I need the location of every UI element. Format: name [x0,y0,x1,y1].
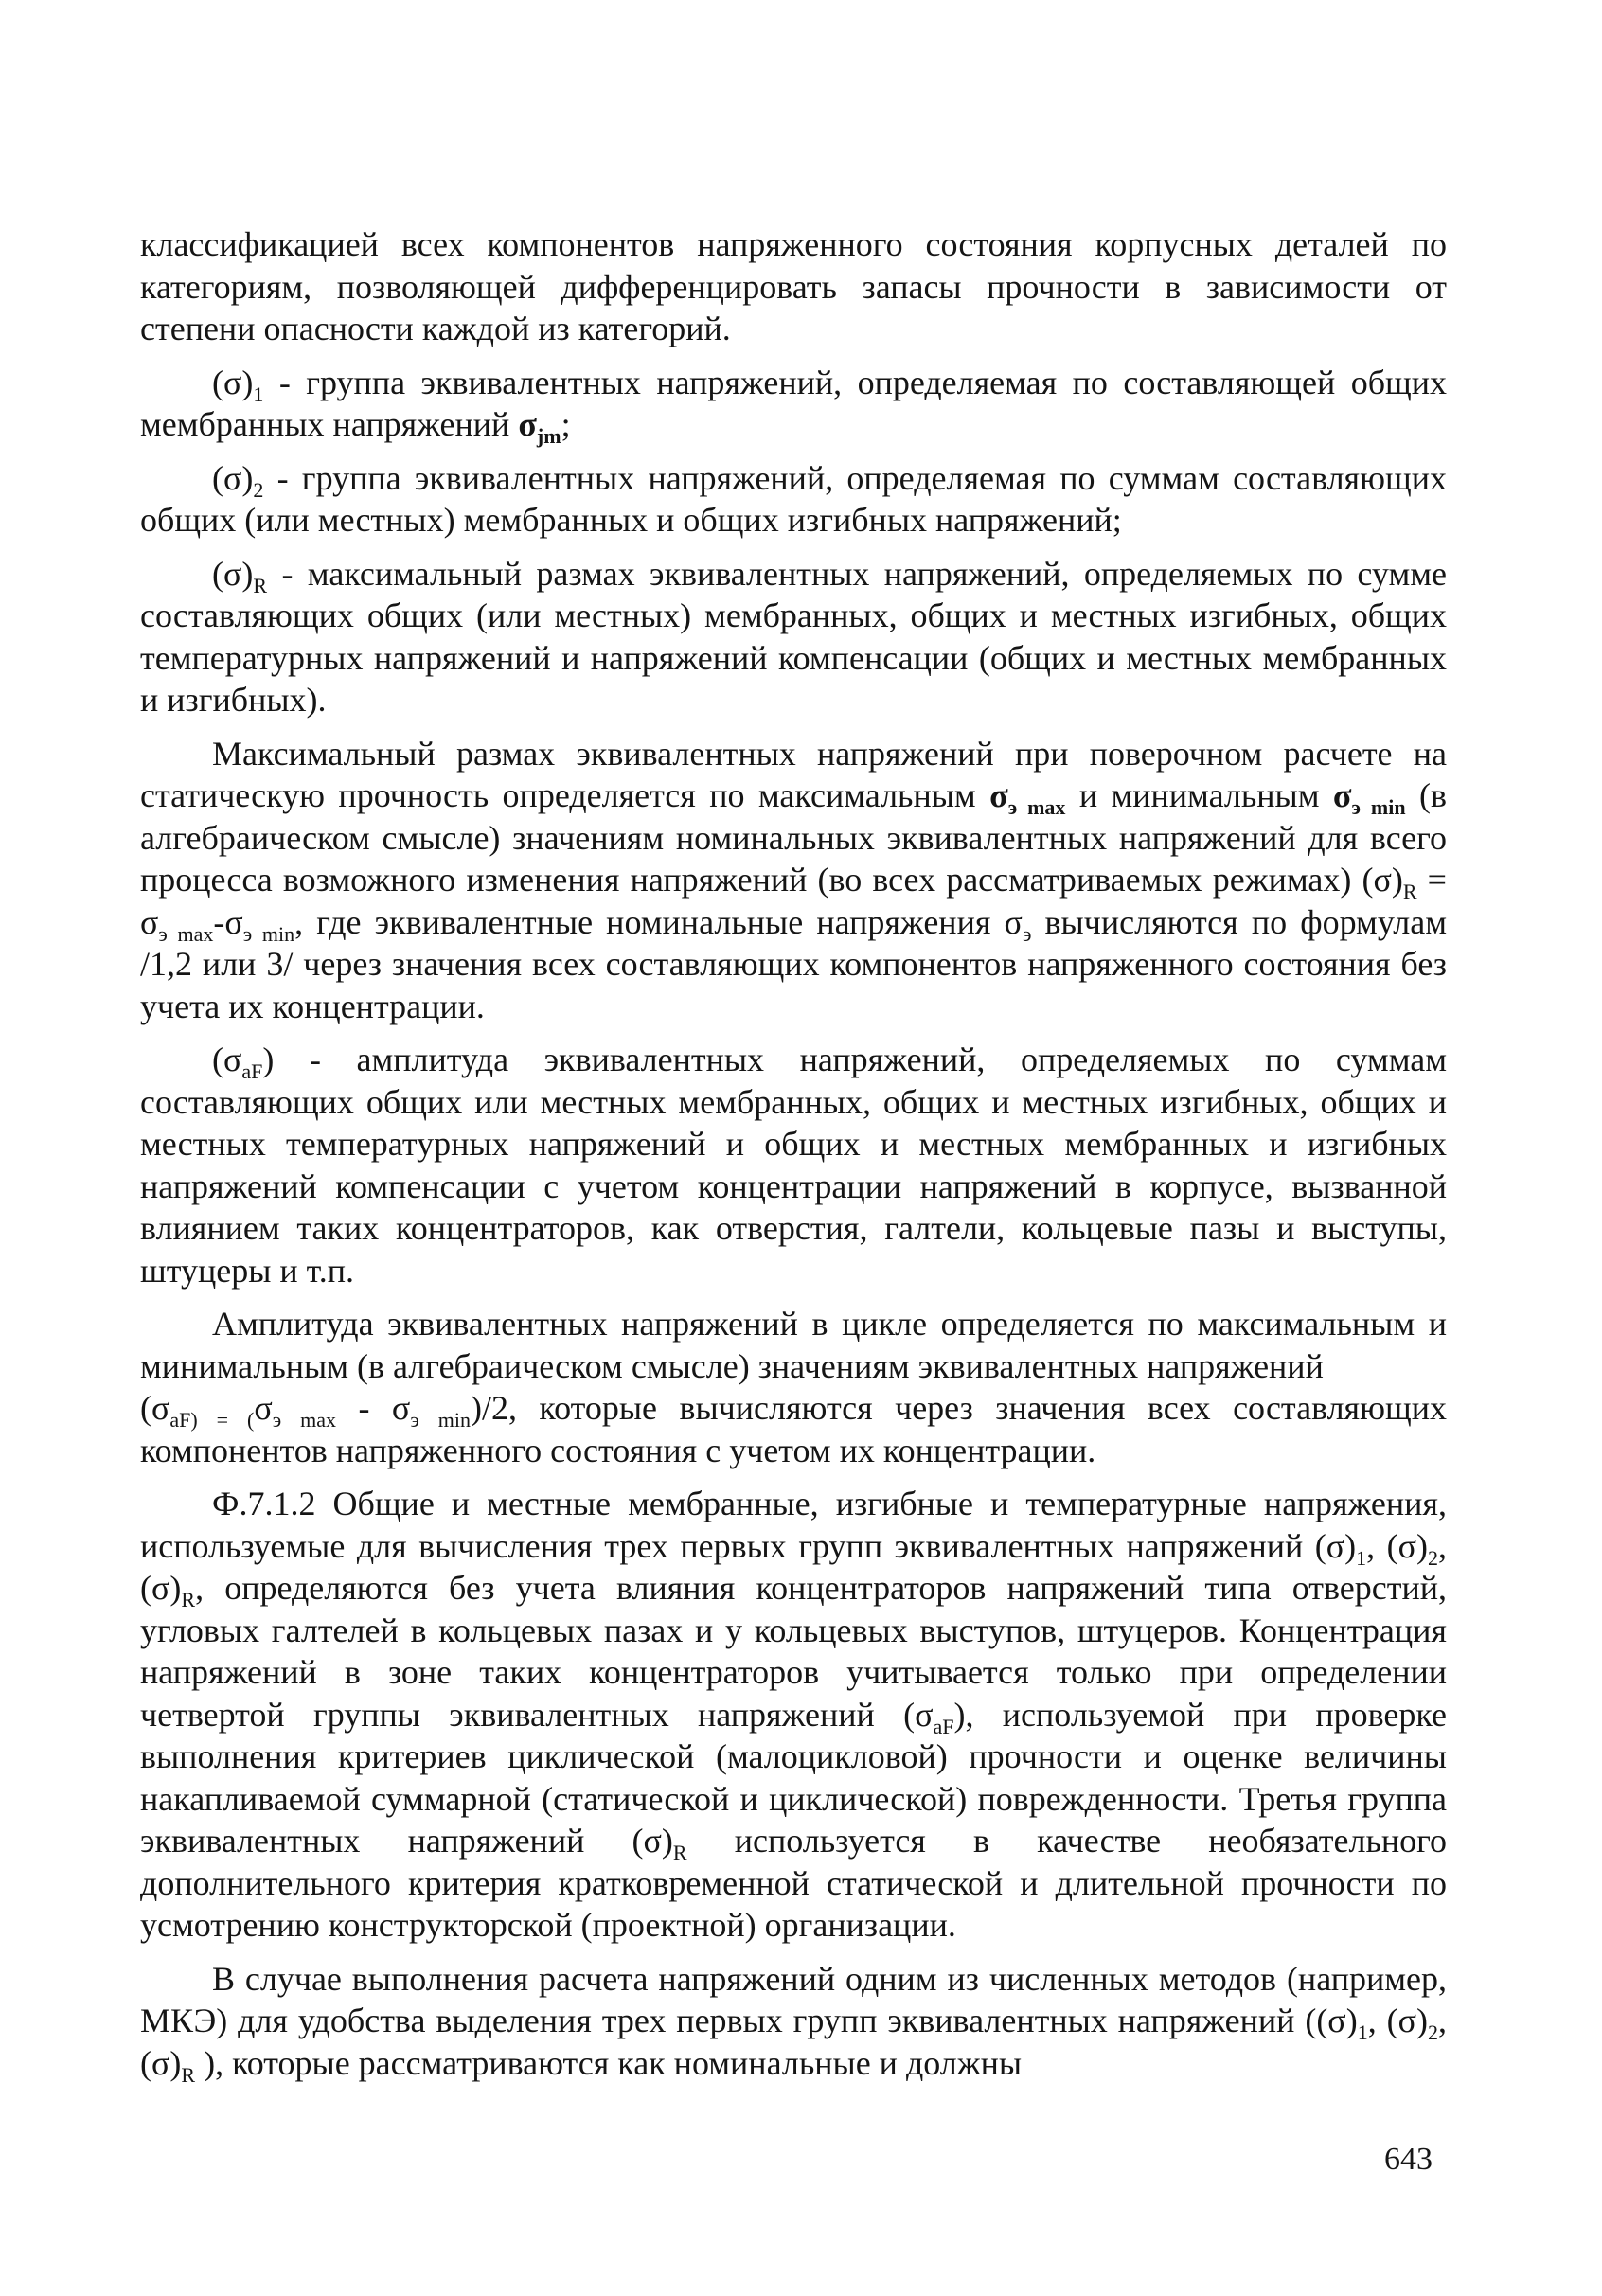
paragraph [140,1039,1447,1291]
text-run: σ [1332,776,1352,814]
text-run: (σ) [212,554,254,593]
text-run: ) - амплитуда эквивалентных напряжений, определяемых по суммам составляющих общих или местных мембранных, общих и местных изгибных, общих и местных температурных напряжений и общих и местных мембранных и изгибных напряжений компенсации с учетом концентрации напряжений в корпусе, вызванной влиянием таких концентраторов, как отверстия, галтели, кольцевые пазы и выступы, штуцеры и т.п. [140,1041,1447,1290]
text-run: - максимальный размах эквивалентных напряжений, определяемых по сумме составляющих общих (или местных) мембранных, общих и местных изгибных, общих температурных напряжений и напряжений компенсации (общих и местных мембранных и изгибных). [140,554,1447,719]
paragraph [140,1958,1447,2085]
subscript: э max [158,921,214,946]
subscript: 2 [1428,1545,1438,1570]
subscript: aF [241,1059,263,1084]
text-run: )/2, которые вычисляются через значения всех составляющих компонентов напряженного состояния с учетом их концентрации. [140,1389,1447,1469]
subscript: э max [272,1408,337,1433]
paragraph [140,223,1447,350]
subscript: 1 [1356,1545,1367,1570]
paragraph [140,1387,1447,1471]
text-run: = σ [140,861,1447,941]
text-run: -σ [213,902,243,941]
paragraph [140,1483,1447,1947]
subscript: э min [242,921,295,946]
subscript: R [1402,880,1417,904]
text-run: Амплитуда эквивалентных напряжений в цикле определяется по максимальным и минимальным (в алгебраическом смысле) значениям эквивалентных напряжений [140,1305,1447,1385]
text-run: σ [254,1389,273,1427]
text-run: вычисляются по формулам /1,2 или 3/ через значения всех составляющих компонентов напряженного состояния без учета их концентрации. [140,902,1447,1025]
text-run: (σ) [212,363,254,401]
text-run: (в алгебраическом смысле) значениям номинальных эквивалентных напряжений для всего процесса возможного изменения напряжений (во всех рассматриваемых режимах) (σ) [140,776,1447,899]
paragraph [140,733,1447,1028]
text-run: ; [561,405,571,443]
subscript: R [253,573,268,597]
paragraph [140,1303,1447,1387]
subscript: э [1022,921,1032,946]
subscript: R [181,1588,196,1612]
text-run: , (σ) [140,2002,1447,2082]
text-run: - группа эквивалентных напряжений, определяемая по составляющей общих мембранных напряжений [140,363,1447,443]
text-run: , (σ) [1367,2002,1428,2039]
subscript: э min [410,1408,471,1433]
text-run: , где эквивалентные номинальные напряжения σ [294,902,1023,941]
subscript: R [181,2062,196,2087]
paragraph [140,553,1447,721]
page-body [140,223,1447,2087]
text-run: σ [518,405,537,443]
subscript: 2 [253,477,264,502]
text-run: (σ [140,1389,170,1427]
text-run: классификацией всех компонентов напряженного состояния корпусных деталей по категориям, позволяющей дифференцировать запасы прочности в зависимости от степени опасности каждой из категорий. [140,225,1447,347]
subscript: R [672,1841,687,1865]
subscript: 2 [1427,2020,1438,2045]
text-run: - группа эквивалентных напряжений, определяемая по суммам составляющих общих (или местных) мембранных и общих изгибных напряжений; [140,458,1447,539]
subscript: э max [1007,795,1066,820]
subscript: aF) = ( [169,1408,255,1433]
text-run: ), которые рассматриваются как номинальные и должны [195,2043,1023,2082]
subscript: jm [536,424,561,449]
subscript: э min [1351,795,1406,820]
paragraph [140,457,1447,542]
text-run: σ [989,776,1008,814]
text-run: , (σ) [1366,1526,1428,1565]
subscript: 1 [1357,2020,1368,2045]
text-run: Ф.7.1.2 Общие и местные мембранные, изгибные и температурные напряжения, используемые для вычисления трех первых групп эквивалентных напряжений (σ) [140,1485,1447,1565]
page-number: 643 [1384,2142,1433,2177]
text-run: Максимальный размах эквивалентных напряжений при поверочном расчете на статическую прочность определяется по максимальным [140,734,1447,814]
text-run: , определяются без учета влияния концентраторов напряжений типа отверстий, угловых галтелей в кольцевых пазах и у кольцевых выступов, штуцеров. Концентрация напряжений в зоне таких концентраторов учитывается только при определении четвертой группы эквивалентных напряжений (σ [140,1569,1447,1734]
text-run: используется в качестве необязательного дополнительного критерия кратковременной статической и длительной прочности по усмотрению конструкторской (проектной) организации. [140,1822,1447,1944]
text-run: (σ) [212,458,254,497]
text-run: В случае выполнения расчета напряжений одним из численных методов (например, МКЭ) для удобства выделения трех первых групп эквивалентных напряжений ((σ) [140,1959,1447,2039]
text-run: ), используемой при проверке выполнения критериев циклической (малоцикловой) прочности и оценке величины накапливаемой суммарной (статической и циклической) поврежденности. Третья группа эквивалентных напряжений (σ) [140,1695,1447,1860]
text-run: , (σ) [140,1526,1447,1607]
text-run: и минимальным [1065,776,1333,814]
subscript: aF [933,1714,954,1738]
text-run: - σ [336,1389,411,1427]
paragraph [140,362,1447,449]
text-run: (σ [212,1041,242,1078]
subscript: 1 [253,382,264,406]
